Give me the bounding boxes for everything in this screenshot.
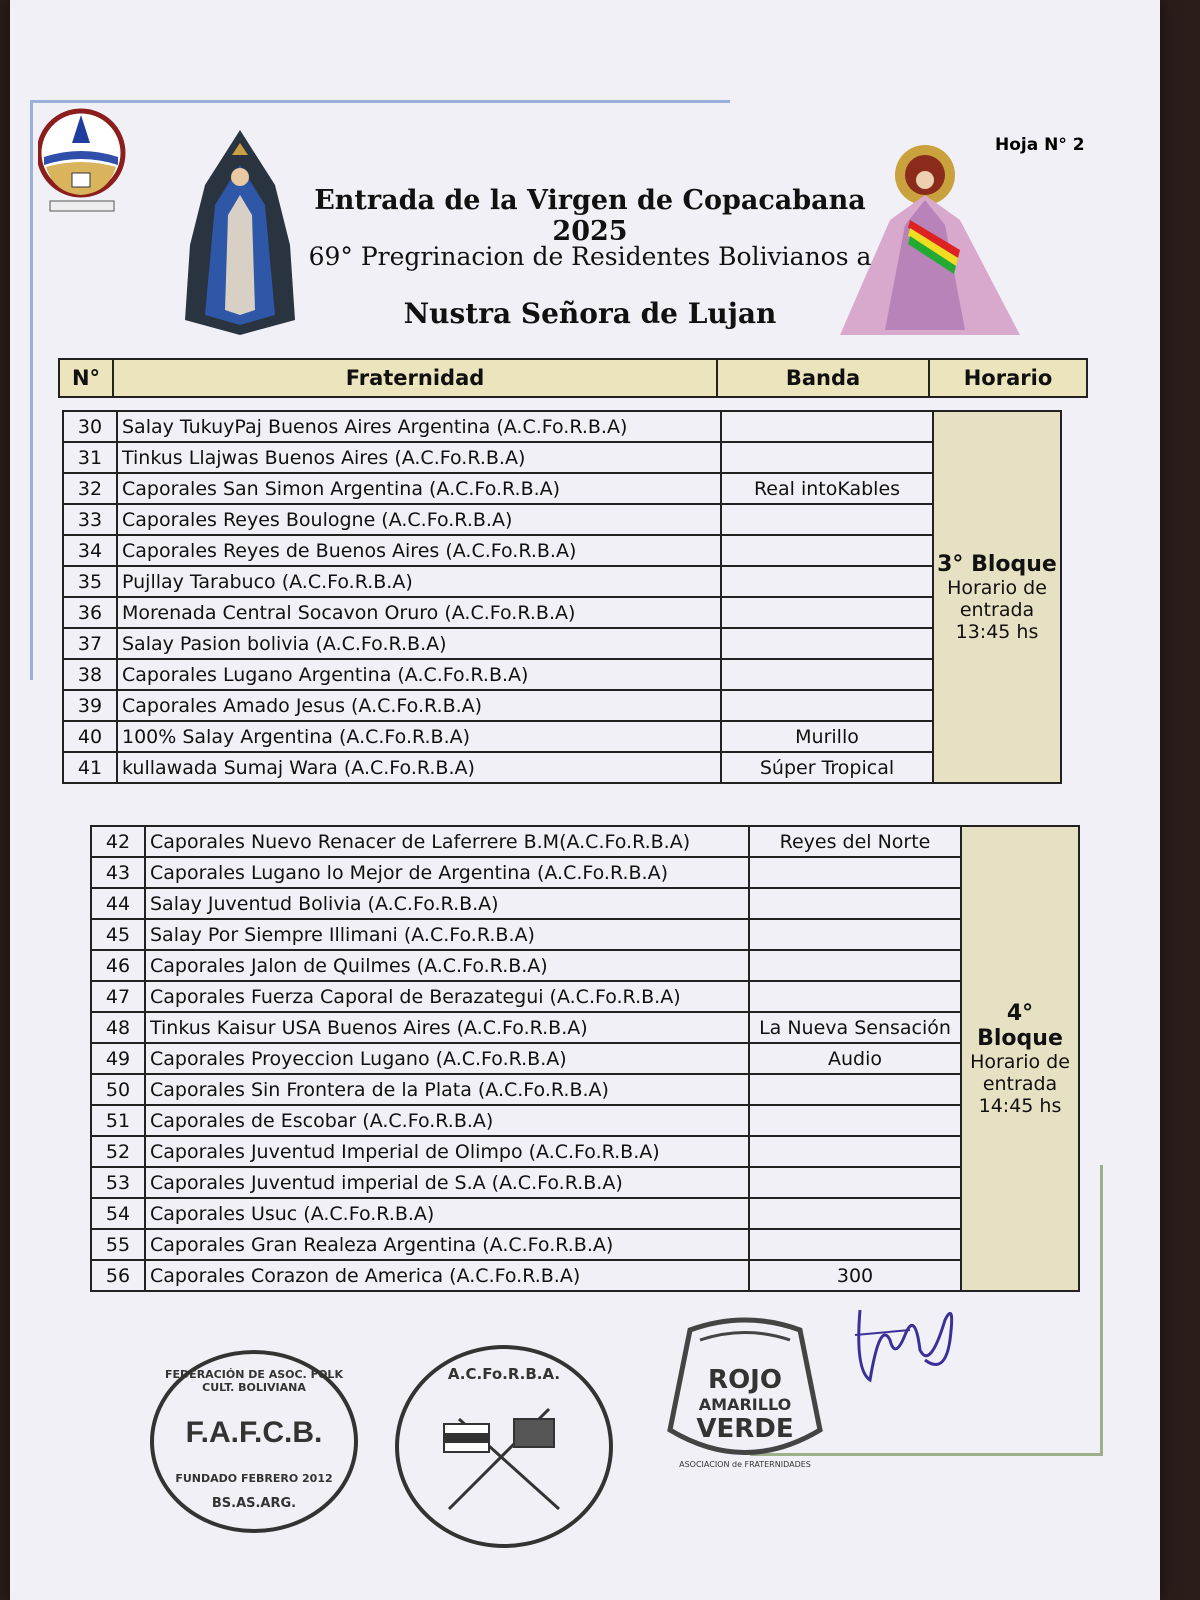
decorative-rule (30, 100, 33, 680)
table-row (63, 566, 1061, 597)
banda-cell (749, 1229, 961, 1260)
row-number: 49 (91, 1043, 145, 1074)
fraternidad-name: Salay Juventud Bolivia (A.C.Fo.R.B.A) (145, 888, 749, 919)
row-number: 39 (63, 690, 117, 721)
fraternidad-name: Caporales Jalon de Quilmes (A.C.Fo.R.B.A) (145, 950, 749, 981)
block-3-table (62, 410, 1062, 784)
stamp-line: VERDE (696, 1414, 794, 1444)
fraternidad-name: Salay TukuyPaj Buenos Aires Argentina (A.C.Fo.R.B.A) (117, 411, 721, 442)
table-row (91, 950, 1079, 981)
row-number: 37 (63, 628, 117, 659)
sheet-number: Hoja N° 2 (995, 135, 1085, 155)
banda-cell: Reyes del Norte (749, 826, 961, 857)
decorative-rule (1100, 1165, 1103, 1455)
row-number: 41 (63, 752, 117, 783)
fraternidad-name: Caporales Fuerza Caporal de Berazategui (A.C.Fo.R.B.A) (145, 981, 749, 1012)
banda-cell: Súper Tropical (721, 752, 933, 783)
fraternidad-name: Caporales San Simon Argentina (A.C.Fo.R.B.A) (117, 473, 721, 504)
banda-cell: La Nueva Sensación (749, 1012, 961, 1043)
row-number: 47 (91, 981, 145, 1012)
banda-cell (749, 1074, 961, 1105)
fraternidad-name: Caporales Reyes de Buenos Aires (A.C.Fo.R.B.A) (117, 535, 721, 566)
fraternidad-name: Caporales Amado Jesus (A.C.Fo.R.B.A) (117, 690, 721, 721)
row-number: 36 (63, 597, 117, 628)
fraternidad-name: Caporales Reyes Boulogne (A.C.Fo.R.B.A) (117, 504, 721, 535)
table-row (91, 981, 1079, 1012)
document-title: Entrada de la Virgen de Copacabana 2025 (314, 185, 866, 247)
banda-cell: Murillo (721, 721, 933, 752)
row-number: 40 (63, 721, 117, 752)
fraternidad-name: Salay Por Siempre Illimani (A.C.Fo.R.B.A) (145, 919, 749, 950)
banda-cell (721, 659, 933, 690)
row-number: 38 (63, 659, 117, 690)
table-row (63, 535, 1061, 566)
row-number: 51 (91, 1105, 145, 1136)
banda-cell (749, 857, 961, 888)
row-number: 34 (63, 535, 117, 566)
fraternidad-name: Caporales Lugano Argentina (A.C.Fo.R.B.A) (117, 659, 721, 690)
fraternidad-name: Caporales de Escobar (A.C.Fo.R.B.A) (145, 1105, 749, 1136)
block-label: 4° Bloque (977, 1000, 1063, 1051)
document-subtitle: 69° Pregrinacion de Residentes Bolivianos a (308, 242, 872, 271)
row-number: 55 (91, 1229, 145, 1260)
banda-cell (721, 442, 933, 473)
table-row (91, 857, 1079, 888)
fraternidad-name: 100% Salay Argentina (A.C.Fo.R.B.A) (117, 721, 721, 752)
fraternidad-name: Morenada Central Socavon Oruro (A.C.Fo.R.B.A) (117, 597, 721, 628)
fraternidad-name: Caporales Sin Frontera de la Plata (A.C.Fo.R.B.A) (145, 1074, 749, 1105)
fraternidad-name: Caporales Usuc (A.C.Fo.R.B.A) (145, 1198, 749, 1229)
virgen-de-lujan-image (180, 125, 300, 340)
row-number: 54 (91, 1198, 145, 1229)
table-row (63, 597, 1061, 628)
row-number: 35 (63, 566, 117, 597)
fraternidad-name: kullawada Sumaj Wara (A.C.Fo.R.B.A) (117, 752, 721, 783)
banda-cell (749, 1136, 961, 1167)
horario-time: 14:45 hs (978, 1094, 1062, 1117)
row-number: 50 (91, 1074, 145, 1105)
fraternidad-name: Pujllay Tarabuco (A.C.Fo.R.B.A) (117, 566, 721, 597)
fafcb-stamp (150, 1350, 358, 1533)
table-row (91, 1043, 1079, 1074)
banda-cell (749, 1105, 961, 1136)
banda-cell: Audio (749, 1043, 961, 1074)
table-row (63, 690, 1061, 721)
row-number: 44 (91, 888, 145, 919)
crest-logo (38, 105, 128, 215)
decorative-rule (30, 100, 730, 103)
fraternidad-name: Caporales Juventud imperial de S.A (A.C.Fo.R.B.A) (145, 1167, 749, 1198)
horario-text: entrada (982, 1072, 1058, 1095)
banda-cell (749, 1167, 961, 1198)
col-num: N° (59, 359, 113, 397)
block-4-table (90, 825, 1080, 1292)
horario-text: Horario de (947, 576, 1047, 599)
table-row (63, 411, 1061, 442)
row-number: 33 (63, 504, 117, 535)
col-fraternidad: Fraternidad (113, 359, 717, 397)
banda-cell: Real intoKables (721, 473, 933, 504)
stamp-line: ROJO (708, 1365, 782, 1395)
document-subtitle-2: Nustra Señora de Lujan (403, 297, 777, 330)
stamp-ring-text: FEDERACIÓN DE ASOC. FOLK CULT. BOLIVIANA (165, 1368, 343, 1394)
table-row (63, 628, 1061, 659)
fraternidad-name: Caporales Nuevo Renacer de Laferrere B.M(A.C.Fo.R.B.A) (145, 826, 749, 857)
stamp-ring-text: FUNDADO FEBRERO 2012 (175, 1472, 333, 1485)
horario-time: 13:45 hs (955, 620, 1039, 643)
banda-cell (721, 597, 933, 628)
column-header (58, 358, 1088, 398)
banda-cell (721, 411, 933, 442)
horario-text: Horario de (970, 1050, 1070, 1073)
row-number: 52 (91, 1136, 145, 1167)
table-row (91, 826, 1079, 857)
horario-block (933, 411, 1061, 783)
row-number: 56 (91, 1260, 145, 1291)
banda-cell: 300 (749, 1260, 961, 1291)
banda-cell (749, 981, 961, 1012)
crossed-flags-icon (439, 1399, 569, 1519)
horario-block (961, 826, 1079, 1291)
row-number: 48 (91, 1012, 145, 1043)
table-row (91, 1074, 1079, 1105)
fraternidad-name: Tinkus Kaisur USA Buenos Aires (A.C.Fo.R.B.A) (145, 1012, 749, 1043)
stamp-ring-text: A.C.Fo.R.B.A. (447, 1365, 561, 1383)
banda-cell (749, 888, 961, 919)
table-row (63, 504, 1061, 535)
table-row (63, 752, 1061, 783)
banda-cell (721, 628, 933, 659)
block-label: 3° Bloque (937, 551, 1057, 577)
table-row (91, 1105, 1079, 1136)
fraternidad-name: Tinkus Llajwas Buenos Aires (A.C.Fo.R.B.A) (117, 442, 721, 473)
table-row (91, 1136, 1079, 1167)
table-row (63, 721, 1061, 752)
row-number: 53 (91, 1167, 145, 1198)
banda-cell (721, 535, 933, 566)
table-row (63, 442, 1061, 473)
row-number: 43 (91, 857, 145, 888)
table-row (63, 473, 1061, 504)
stamp-center-text: F.A.F.C.B. (185, 1416, 323, 1449)
stamp-caption: ASOCIACION de FRATERNIDADES (679, 1460, 811, 1469)
row-number: 42 (91, 826, 145, 857)
banda-cell (749, 950, 961, 981)
table-row (91, 919, 1079, 950)
fraternidad-name: Caporales Corazon de America (A.C.Fo.R.B.A) (145, 1260, 749, 1291)
banda-cell (749, 1198, 961, 1229)
row-number: 31 (63, 442, 117, 473)
fraternidad-name: Caporales Proyeccion Lugano (A.C.Fo.R.B.A) (145, 1043, 749, 1074)
horario-text: entrada (959, 598, 1035, 621)
row-number: 30 (63, 411, 117, 442)
table-row (91, 1167, 1079, 1198)
stamp-city-text: BS.AS.ARG. (211, 1496, 297, 1511)
banda-cell (721, 504, 933, 535)
row-number: 32 (63, 473, 117, 504)
row-number: 45 (91, 919, 145, 950)
fraternidad-name: Salay Pasion bolivia (A.C.Fo.R.B.A) (117, 628, 721, 659)
signature (850, 1280, 970, 1390)
rojo-amarillo-verde-stamp (660, 1310, 830, 1480)
row-number: 46 (91, 950, 145, 981)
fraternidad-name: Caporales Juventud Imperial de Olimpo (A.C.Fo.R.B.A) (145, 1136, 749, 1167)
table-row (91, 1012, 1079, 1043)
fraternidad-name: Caporales Lugano lo Mejor de Argentina (A.C.Fo.R.B.A) (145, 857, 749, 888)
table-row (91, 1229, 1079, 1260)
col-horario: Horario (929, 359, 1087, 397)
acforba-stamp (395, 1345, 613, 1548)
banda-cell (721, 690, 933, 721)
stamp-line: AMARILLO (698, 1395, 792, 1414)
banda-cell (721, 566, 933, 597)
table-row (91, 888, 1079, 919)
banda-cell (749, 919, 961, 950)
fraternidad-name: Caporales Gran Realeza Argentina (A.C.Fo.R.B.A) (145, 1229, 749, 1260)
table-row (91, 1198, 1079, 1229)
table-row (63, 659, 1061, 690)
col-banda: Banda (717, 359, 929, 397)
